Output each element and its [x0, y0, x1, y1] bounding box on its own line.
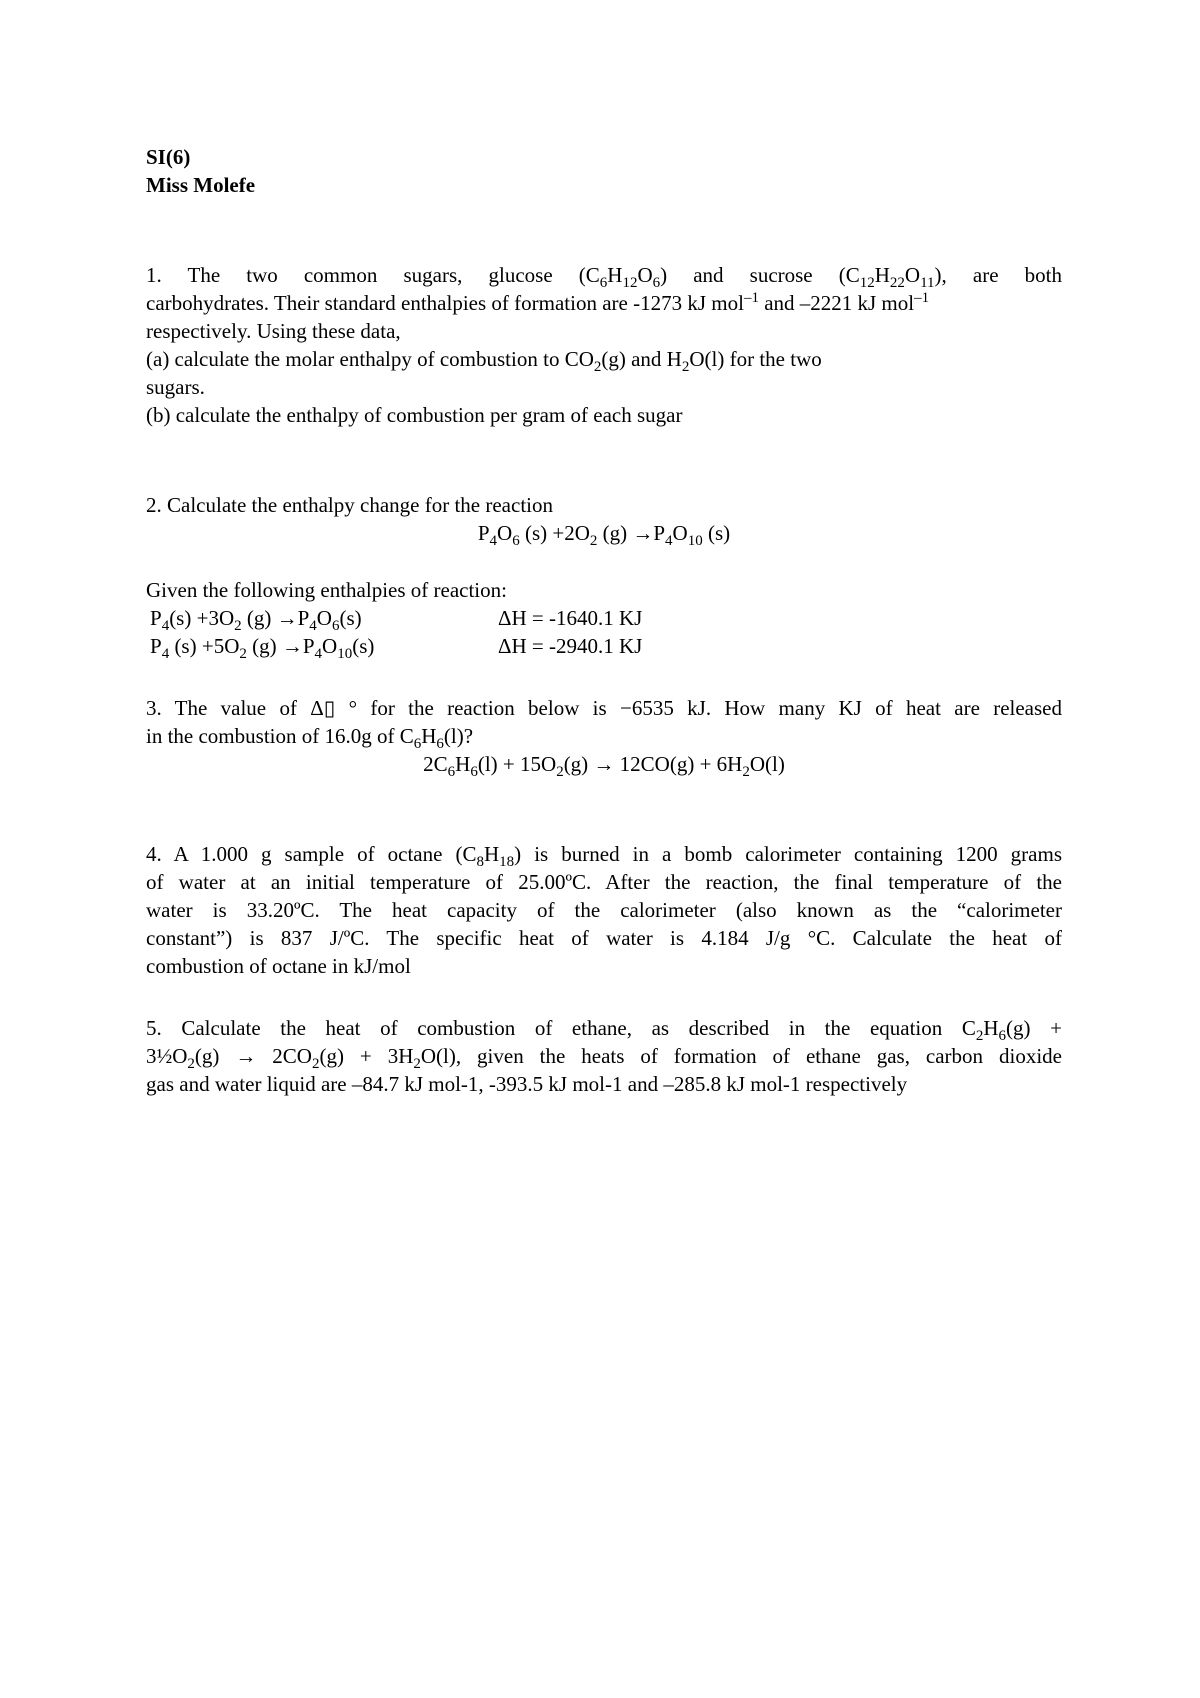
q4-line-2: of water at an initial temperature of 25.00ºC. After the reaction, the final temperature of the — [146, 870, 1062, 894]
q5-line-2: $3\frac{1}{2}O_2(g) \to 2CO_2(g) + 3H_2O(l)$, given the heats of formation of ethane gas, carbon dioxide — [146, 1044, 1062, 1072]
spacer — [146, 660, 1062, 694]
q2-intro: 2. Calculate the enthalpy change for the reaction — [146, 493, 553, 517]
reaction-enthalpy: ΔH = -1640.1 KJ — [498, 606, 643, 630]
spacer — [146, 778, 1062, 840]
q2-given: Given the following enthalpies of reaction: — [146, 578, 507, 602]
q1-part-a-cont: sugars. — [146, 375, 205, 399]
q3-equation: $2C_6H_6(l) + 15O_2(g) \to 12CO(g) + 6H_2O(l)$ — [423, 752, 785, 780]
question-4 — [146, 840, 1062, 980]
question-2 — [146, 491, 1062, 660]
worksheet-code: SI(6) — [146, 145, 191, 169]
q1-part-a: (a) calculate the molar enthalpy of combustion to $CO_2(g)$ and $H_2O(l)$ for the two — [146, 347, 822, 375]
q3-line-2: in the combustion of 16.0g of $C_6H_6(l)$? — [146, 724, 474, 752]
q4-line-5: combustion of octane in kJ/mol — [146, 954, 411, 978]
question-1 — [146, 261, 1062, 429]
q1-line-1: 1. The two common sugars, glucose $(C_6H_{12}O_6)$ and sucrose $(C_{12}H_{22}O_{11})$, are both — [146, 263, 1062, 291]
question-5 — [146, 1014, 1062, 1098]
worksheet-page — [146, 143, 1062, 1098]
q1-part-b: (b) calculate the enthalpy of combustion per gram of each sugar — [146, 403, 683, 427]
spacer — [146, 199, 1062, 261]
q2-target-equation: $P_4O_6$ $(s) +2O_2$ $(g) \to P_4O_{10}$ (s) — [477, 521, 731, 549]
q4-line-1: 4. A 1.000 g sample of octane $(C_8H_{18})$ is burned in a bomb calorimeter containing 1200 grams — [146, 842, 1062, 870]
reaction-equation: $P_4(s) +3O_2$ $(g) \to P_4O_6(s)$ — [150, 606, 362, 634]
spacer — [146, 980, 1062, 1014]
spacer — [146, 429, 1062, 491]
author-name: Miss Molefe — [146, 173, 256, 197]
q5-line-3: gas and water liquid are –84.7 kJ mol-1, -393.5 kJ mol-1 and –285.8 kJ mol-1 respectively — [146, 1072, 908, 1096]
q1-line-3: respectively. Using these data, — [146, 319, 401, 343]
q2-reaction-1 — [146, 604, 1062, 632]
question-3 — [146, 694, 1062, 778]
q4-line-4: constant”) is 837 J/ºC. The specific heat of water is 4.184 J/g °C. Calculate the heat of — [146, 926, 1062, 950]
q5-line-1: 5. Calculate the heat of combustion of ethane, as described in the equation $C_2H_6(g)$ + — [146, 1016, 1062, 1044]
reaction-enthalpy: ΔH = -2940.1 KJ — [498, 634, 643, 658]
q2-reaction-2 — [146, 632, 1062, 660]
spacer — [146, 547, 1062, 576]
q3-line-1: 3. The value of Δ▯ ° for the reaction below is −6535 kJ. How many KJ of heat are released — [146, 696, 1062, 720]
reaction-equation: $P_4$ $(s) +5O_2$ $(g) \to P_4O_{10}(s)$ — [150, 634, 375, 662]
q1-line-2: carbohydrates. Their standard enthalpies of formation are -1273 kJ mol$^{-1}$ and –2221 kJ mol$^{-1}$ — [146, 290, 930, 315]
q4-line-3: water is 33.20ºC. The heat capacity of the calorimeter (also known as the “calorimeter — [146, 898, 1062, 922]
